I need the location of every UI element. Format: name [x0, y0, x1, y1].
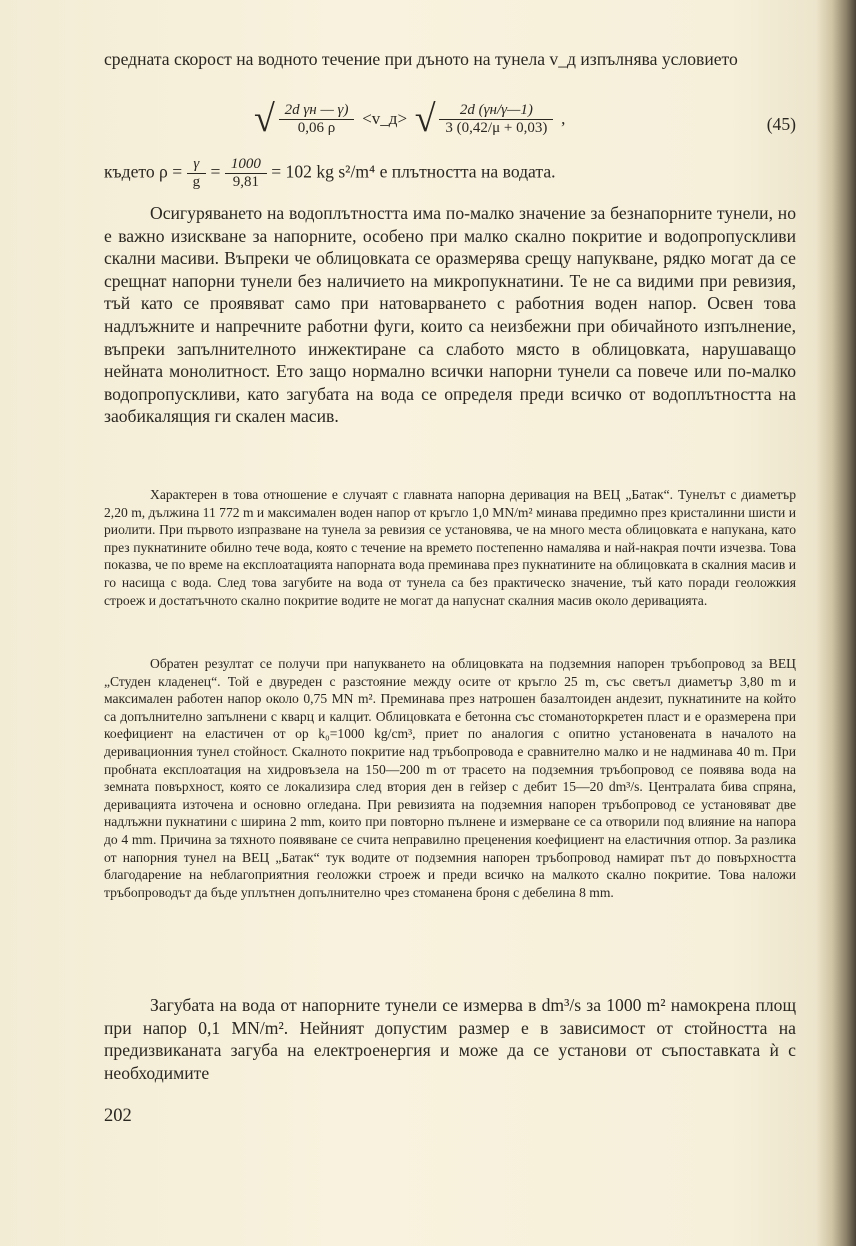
density-prefix: където ρ =	[104, 161, 183, 182]
right-denominator: 3 (0,42/μ + 0,03)	[445, 119, 548, 136]
paragraph-3-block	[104, 655, 796, 901]
right-fraction	[439, 102, 553, 137]
intro-text: средната скорост на водното течение при дъното на тунела v_д изпълнява условието	[104, 49, 738, 69]
left-denominator: 0,06 ρ	[297, 119, 336, 136]
left-numerator: 2d γн — γ)	[279, 102, 355, 120]
paragraph-2-block	[104, 486, 796, 609]
density-f2-num: 1000	[225, 156, 267, 174]
intro-block	[104, 48, 796, 71]
paragraph-4-block	[104, 994, 796, 1084]
page-number: 202	[104, 1106, 132, 1126]
equation-45	[104, 100, 796, 152]
equation-number: (45)	[766, 114, 796, 134]
sqrt-symbol: √	[254, 98, 275, 140]
equation-body	[254, 100, 569, 138]
density-eq: =	[210, 161, 221, 182]
density-f2-den: 9,81	[232, 174, 259, 190]
sqrt-symbol-right: √	[414, 98, 436, 140]
left-fraction	[279, 102, 355, 137]
paragraph-1-block	[104, 202, 796, 428]
density-suffix: = 102 kg s²/m⁴ е плътността на водата.	[271, 161, 556, 182]
equation-comma: ,	[561, 109, 566, 128]
relation-middle: <v_д>	[362, 109, 408, 128]
paragraph-4: Загубата на вода от напорните тунели се измерва в dm³/s за 1000 m² намокрена площ при напор 0,1 MN/m². Нейният допустим размер е в зависимост от стойността на предизвиканата загуба на електроенергия и може да се установи от съпоставката ѝ с необходимите	[104, 995, 796, 1083]
density-line	[104, 156, 556, 191]
paragraph-3: Обратен резултат се получи при напукването на облицовката на подземния напорен тръбопровод за ВЕЦ „Студен кладенец“. Той е двуреден с разстояние между осите от кръгло 25 m, със светъл диаметър 3,80 m и максимален работен напор около 0,75 MN m². Преминава през натрошен базалтоиден андезит, пукнатините на който са допълнително запълнени с кварц и калцит. Облицовката е бетонна със стоманоторкретен пласт и е оразмерена при коефициент на еластичен от ор k₀=1000 kg/cm³, приет по аналогия с опитно установената в началото на деривационния тунел стойност. Скалното покритие над тръбопровода е сравнително малко и не надминава 40 m. При пробната експлоатация на хидровъзела на 150—200 m от трасето на подземния тръбопровод се появява вода на земната повърхност, която се локализира след втория ден в гейзер с дебит 15—20 dm³/s. Централата бива спряна, деривацията източена и основно огледана. При ревизията на подземния напорен тръбопровод се установяват две надлъжни пукнатини с ширина 2 mm, които при повторно пълнене и измерване се са отворили под влияние на напора до 4 mm. Причина за тяхното появяване се счита неправилно преценения коефициент на еластичния отпор. За разлика от напорния тунел на ВЕЦ „Батак“ тук водите от подземния напорен тръбопровод намират път до повърхността благодарение на неблагоприятния геоложки строеж и преди всичко на малкото скално покритие. Това наложи тръбопроводът да бъде уплътнен допълнително чрез стоманена броня с дебелина 8 mm.	[104, 656, 796, 900]
density-f1-den: g	[192, 174, 201, 190]
density-fraction-1	[187, 156, 207, 191]
page-binding-shadow	[816, 0, 856, 1246]
paragraph-2: Характерен в това отношение е случаят с главната напорна деривация на ВЕЦ „Батак“. Тунелът с диаметър 2,20 m, дължина 11 772 m и максимален воден напор от кръгло 1,0 MN/m² минава предимно през кристалинни шисти и риолити. При първото изпразване на тунела за ревизия се установява, че на много места облицовката е напукана, като през пукнатините обилно тече вода, която с течение на времето постепенно намалява и най-накрая почти изчезва. Това показва, че по време на експлоатацията напорната вода преминава през пукнатините на облицовката в скалния масив и го насища с вода. След това загубите на вода от тунела са без практическо значение, тъй като поради геоложкия строеж и достатъчното скално покритие водите не могат да напуснат скалния масив около деривацията.	[104, 487, 796, 608]
right-numerator: 2d (γн/γ—1)	[439, 102, 553, 120]
paragraph-1: Осигуряването на водоплътността има по-малко значение за безнапорните тунели, но е важно изискване за напорните, особено при малко скално покритие и водопропускливи скални масиви. Въпреки че облицовката се оразмерява срещу напукване, рядко могат да се срещнат напорни тунели без наличието на микропукнатини. Те не са видими при ревизия, тъй като се проявяват само при натоварването с работния воден напор. Освен това надлъжните и напречните работни фуги, които са неизбежни при обичайното изпълнение, въпреки запълнителното инжектиране са слабото място в облицовката, нарушаващо нейната монолитност. Ето защо нормално всички напорни тунели са повече или по-малко водопропускливи, като загубата на вода се определя преди всичко от водоплътността на заобикалящия ги скален масив.	[104, 203, 796, 427]
density-fraction-2	[225, 156, 267, 191]
density-f1-num: γ	[187, 156, 207, 174]
